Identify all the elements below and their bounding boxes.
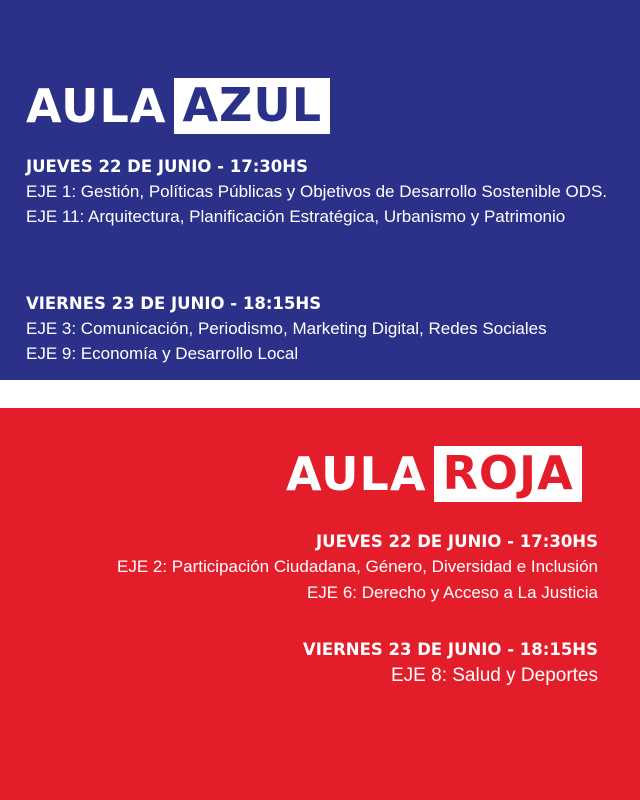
roja-session-2 [8,640,598,688]
roja-session-1-item-2: EJE 6: Derecho y Acceso a La Justicia [306,583,598,602]
azul-session-1 [26,157,616,228]
azul-session-2-date: VIERNES 23 DE JUNIO - 18:15HS [26,294,322,313]
aula-roja-title-plain: AULA [286,447,427,501]
azul-session-2-item-1: EJE 3: Comunicación, Periodismo, Marketing Digital, Redes Sociales [26,319,547,338]
roja-session-1 [8,532,598,604]
aula-azul-title [26,78,330,134]
azul-session-2-item-2: EJE 9: Economía y Desarrollo Local [26,344,299,363]
roja-session-2-item-1: EJE 8: Salud y Deportes [391,665,598,686]
roja-session-1-item-1: EJE 2: Participación Ciudadana, Género, Diversidad e Inclusión [117,557,598,576]
roja-session-1-date: JUEVES 22 DE JUNIO - 17:30HS [316,532,598,551]
azul-session-1-item-2: EJE 11: Arquitectura, Planificación Estratégica, Urbanismo y Patrimonio [26,207,566,226]
roja-session-2-date: VIERNES 23 DE JUNIO - 18:15HS [302,640,598,659]
aula-azul-title-plain: AULA [26,79,167,133]
azul-session-1-date: JUEVES 22 DE JUNIO - 17:30HS [26,157,308,176]
aula-roja-title [286,446,582,502]
azul-session-1-item-1: EJE 1: Gestión, Políticas Públicas y Objetivos de Desarrollo Sostenible ODS. [26,182,608,201]
azul-session-2 [26,294,616,365]
aula-roja-title-boxed: ROJA [434,446,581,502]
white-divider [0,380,640,408]
aula-azul-title-boxed: AZUL [174,78,330,134]
